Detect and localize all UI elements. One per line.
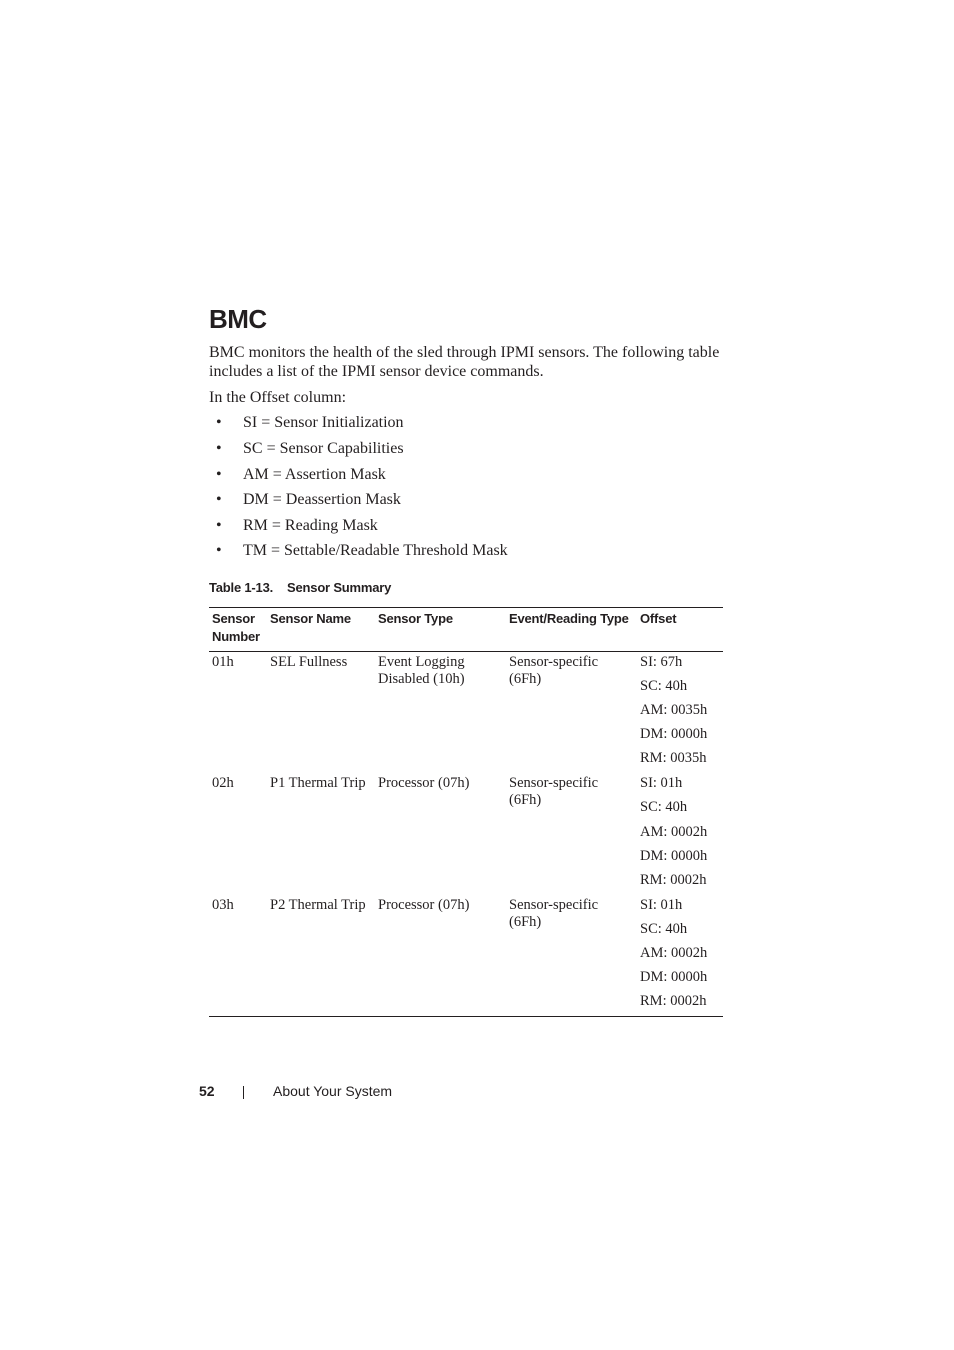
cell-sensor-type: Event Logging Disabled (10h) — [378, 654, 465, 687]
table-header-rule — [209, 651, 723, 652]
table-caption-title: Sensor Summary — [287, 580, 392, 595]
cell-offset: SC: 40h — [640, 921, 688, 937]
bullet-icon: • — [216, 517, 222, 534]
footer-section-title: About Your System — [273, 1083, 393, 1099]
cell-sensor-number: 02h — [212, 775, 234, 791]
cell-offset: DM: 0000h — [640, 726, 708, 742]
cell-event-type: Sensor-specific (6Fh) — [509, 897, 599, 930]
footer-divider — [243, 1086, 244, 1099]
header-sensor-type: Sensor Type — [378, 611, 453, 626]
cell-offset: RM: 0002h — [640, 993, 707, 1009]
cell-offset: SI: 67h — [640, 654, 683, 670]
cell-offset: SC: 40h — [640, 799, 688, 815]
cell-sensor-number: 01h — [212, 654, 234, 670]
table-caption — [209, 580, 391, 595]
cell-offset: RM: 0035h — [640, 750, 707, 766]
table-caption-label: Table 1-13. — [209, 580, 274, 595]
bullet-icon: • — [216, 466, 222, 483]
cell-sensor-number: 03h — [212, 897, 234, 913]
cell-sensor-name: P2 Thermal Trip — [270, 897, 366, 913]
bullet-icon: • — [216, 440, 222, 457]
bullet-icon: • — [216, 414, 222, 431]
offset-intro: In the Offset column: — [209, 389, 347, 406]
cell-offset: RM: 0002h — [640, 872, 707, 888]
header-sensor-number: Sensor Number — [212, 611, 260, 644]
cell-offset: DM: 0000h — [640, 969, 708, 985]
cell-sensor-name: P1 Thermal Trip — [270, 775, 366, 791]
table-bottom-rule — [209, 1016, 723, 1017]
section-heading: BMC — [209, 304, 267, 334]
cell-sensor-type: Processor (07h) — [378, 897, 470, 913]
intro-paragraph: BMC monitors the health of the sled through IPMI sensors. The following table includes a list of the IPMI sensor device commands. — [209, 344, 720, 380]
cell-event-type: Sensor-specific (6Fh) — [509, 654, 599, 687]
bullet-icon: • — [216, 491, 222, 508]
cell-offset: AM: 0035h — [640, 702, 708, 718]
cell-offset: SC: 40h — [640, 678, 688, 694]
page-number: 52 — [199, 1083, 215, 1099]
cell-sensor-type: Processor (07h) — [378, 775, 470, 791]
cell-offset: SI: 01h — [640, 775, 683, 791]
bullet-icon: • — [216, 542, 222, 559]
cell-offset: AM: 0002h — [640, 945, 708, 961]
cell-event-type: Sensor-specific (6Fh) — [509, 775, 599, 808]
cell-sensor-name: SEL Fullness — [270, 654, 348, 670]
table-top-rule — [209, 607, 723, 608]
header-offset: Offset — [640, 611, 677, 626]
header-sensor-name: Sensor Name — [270, 611, 351, 626]
cell-offset: DM: 0000h — [640, 848, 708, 864]
header-event-type: Event/Reading Type — [509, 611, 629, 626]
cell-offset: AM: 0002h — [640, 824, 708, 840]
cell-offset: SI: 01h — [640, 897, 683, 913]
